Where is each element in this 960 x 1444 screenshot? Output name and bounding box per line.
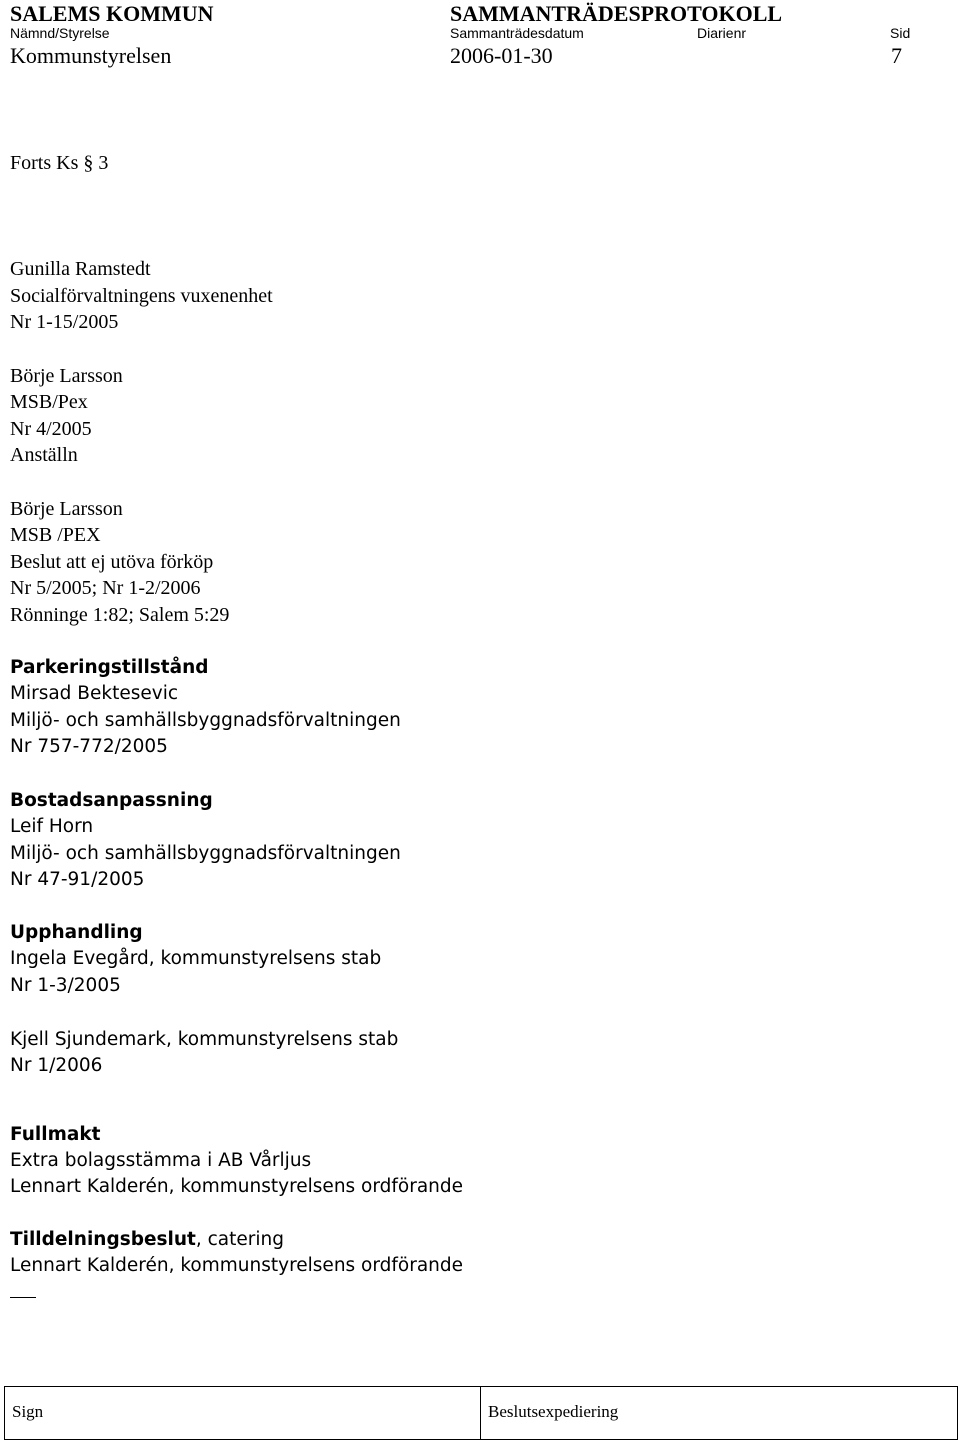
section-line: Leif Horn — [10, 816, 94, 837]
section-line: Extra bolagsstämma i AB Vårljus — [10, 1150, 312, 1171]
footer-box — [4, 1386, 958, 1440]
document-type: SAMMANTRÄDESPROTOKOLL — [450, 1, 783, 26]
end-rule — [10, 1297, 36, 1298]
committee-label: Nämnd/Styrelse — [10, 25, 110, 41]
entry-line: MSB/Pex — [10, 391, 88, 413]
entry-line: Nr 1-15/2005 — [10, 311, 119, 333]
entry-line: Gunilla Ramstedt — [10, 258, 151, 280]
continued-heading: Forts Ks § 3 — [10, 152, 109, 174]
entry-line: Anställn — [10, 444, 78, 466]
section-heading: Fullmakt — [10, 1124, 101, 1145]
section-heading: Parkeringstillstånd — [10, 657, 209, 678]
section-heading-suffix: , catering — [195, 1229, 284, 1250]
section-line: Mirsad Bektesevic — [10, 683, 179, 704]
section-heading: Bostadsanpassning — [10, 790, 213, 811]
dispatch-label: Beslutsexpediering — [488, 1402, 619, 1421]
section-line: Ingela Evegård, kommunstyrelsens stab — [10, 948, 382, 969]
entry-line: Beslut att ej utöva förköp — [10, 551, 214, 573]
section-heading-line — [10, 1231, 284, 1250]
footer-divider — [480, 1386, 481, 1440]
municipality-name: SALEMS KOMMUN — [10, 1, 214, 26]
section-line: Miljö- och samhällsbyggnadsförvaltningen — [10, 843, 401, 864]
meeting-date-value: 2006-01-30 — [450, 43, 553, 68]
registration-number-label: Diarienr — [697, 25, 747, 41]
section-line: Miljö- och samhällsbyggnadsförvaltningen — [10, 710, 401, 731]
entry-line: Börje Larsson — [10, 498, 123, 520]
section-line: Nr 1-3/2005 — [10, 975, 121, 996]
section-line: Kjell Sjundemark, kommunstyrelsens stab — [10, 1029, 399, 1050]
section-heading: Tilldelningsbeslut — [10, 1229, 196, 1250]
sign-label: Sign — [12, 1402, 44, 1421]
section-line: Nr 1/2006 — [10, 1055, 103, 1076]
section-line: Nr 47-91/2005 — [10, 869, 145, 890]
committee-value: Kommunstyrelsen — [10, 43, 172, 68]
entry-line: Rönninge 1:82; Salem 5:29 — [10, 604, 230, 626]
section-line: Nr 757-772/2005 — [10, 736, 168, 757]
entry-line: Nr 5/2005; Nr 1-2/2006 — [10, 577, 201, 599]
page-number: 7 — [891, 43, 902, 68]
page-label: Sid — [890, 25, 911, 41]
entry-line: Nr 4/2005 — [10, 418, 92, 440]
section-line: Lennart Kalderén, kommunstyrelsens ordförande — [10, 1255, 464, 1276]
entry-line: Börje Larsson — [10, 365, 123, 387]
entry-line: MSB /PEX — [10, 524, 101, 546]
meeting-date-label: Sammanträdesdatum — [450, 25, 584, 41]
section-line: Lennart Kalderén, kommunstyrelsens ordförande — [10, 1176, 464, 1197]
section-heading: Upphandling — [10, 922, 143, 943]
entry-line: Socialförvaltningens vuxenenhet — [10, 285, 273, 307]
